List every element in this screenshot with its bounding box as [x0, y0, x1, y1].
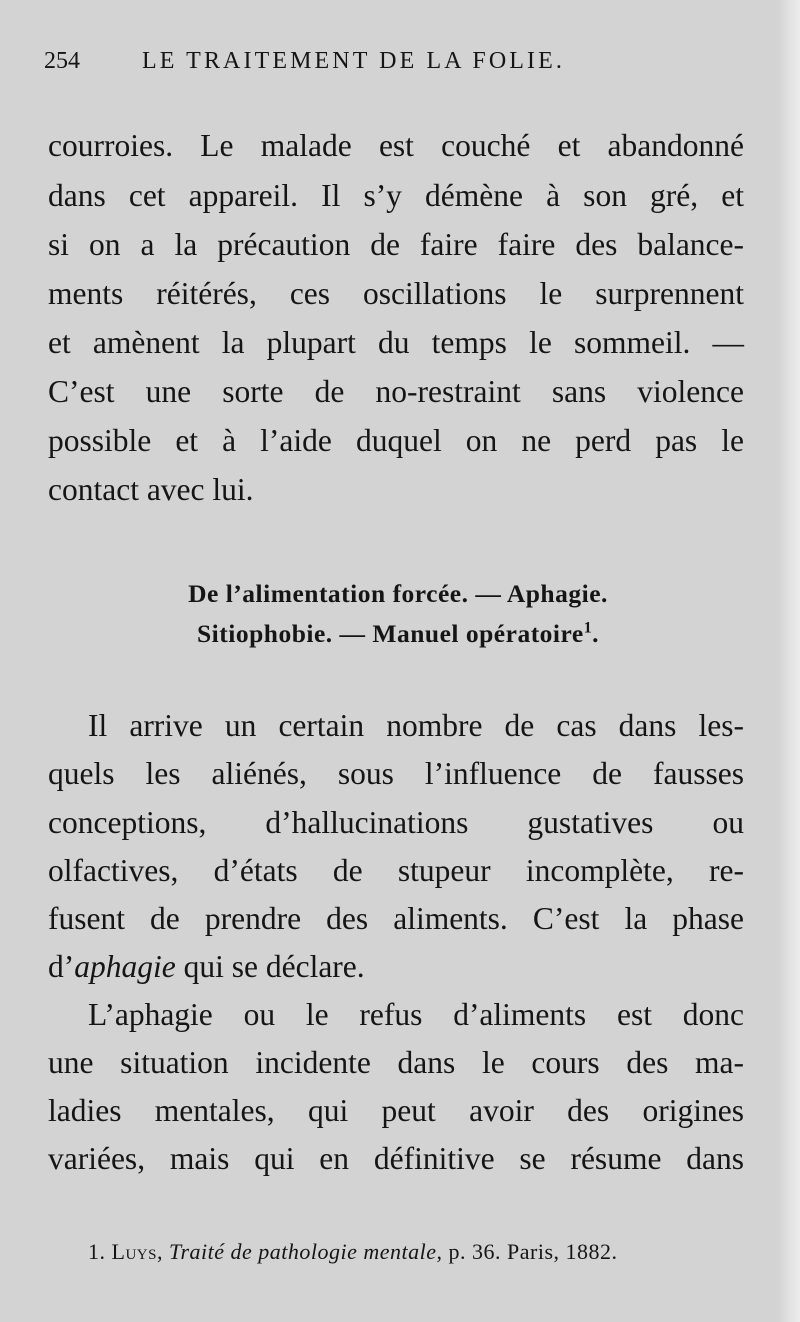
- footnote-details: p. 36. Paris, 1882.: [448, 1239, 618, 1264]
- text-line: ments réitérés, ces oscillations le surprennent: [48, 276, 744, 311]
- footnote-author: Luys,: [111, 1239, 163, 1264]
- text-line: possible et à l’aide duquel on ne perd pas le: [48, 423, 744, 458]
- text-line: courroies. Le malade est couché et abandonné: [48, 128, 744, 163]
- heading-line: [48, 617, 748, 651]
- text-fragment: d’: [48, 949, 75, 984]
- footnote-title: Traité de pathologie mentale,: [168, 1239, 443, 1264]
- text-line: une situation incidente dans le cours des ma-: [48, 1045, 744, 1080]
- text-line: quels les aliénés, sous l’influence de fausses: [48, 756, 744, 791]
- page-edge: [778, 0, 800, 1322]
- page-header: [44, 48, 744, 88]
- text-line: contact avec lui.: [48, 472, 254, 507]
- text-line: Il arrive un certain nombre de cas dans les-: [88, 708, 744, 743]
- text-line: olfactives, d’états de stupeur incomplète, re-: [48, 853, 744, 888]
- heading-line: De l’alimentation forcée. — Aphagie.: [188, 579, 608, 608]
- text-line: et amènent la plupart du temps le sommeil. —: [48, 325, 744, 360]
- text-line: ladies mentales, qui peut avoir des origines: [48, 1093, 744, 1128]
- footnote-reference: 1: [583, 619, 593, 637]
- text-line: fusent de prendre des aliments. C’est la phase: [48, 901, 744, 936]
- footnote: [88, 1237, 758, 1267]
- heading-period: .: [592, 619, 599, 648]
- running-title: LE TRAITEMENT DE LA FOLIE.: [142, 48, 566, 74]
- text-line: conceptions, d’hallucinations gustatives ou: [48, 805, 744, 840]
- text-line: L’aphagie ou le refus d’aliments est donc: [88, 997, 744, 1032]
- text-fragment: qui se déclare.: [175, 949, 365, 984]
- text-line: dans cet appareil. Il s’y démène à son gré, et: [48, 178, 744, 213]
- text-line: variées, mais qui en définitive se résume dans: [48, 1141, 744, 1176]
- heading-text: Sitiophobie. — Manuel opératoire: [197, 619, 584, 648]
- footnote-number: 1.: [88, 1239, 106, 1264]
- text-line: C’est une sorte de no-restraint sans violence: [48, 374, 744, 409]
- text-line: si on a la précaution de faire faire des balance-: [48, 227, 744, 262]
- italic-term: aphagie: [74, 949, 176, 984]
- page-number: 254: [44, 48, 80, 74]
- text-line: [48, 947, 744, 987]
